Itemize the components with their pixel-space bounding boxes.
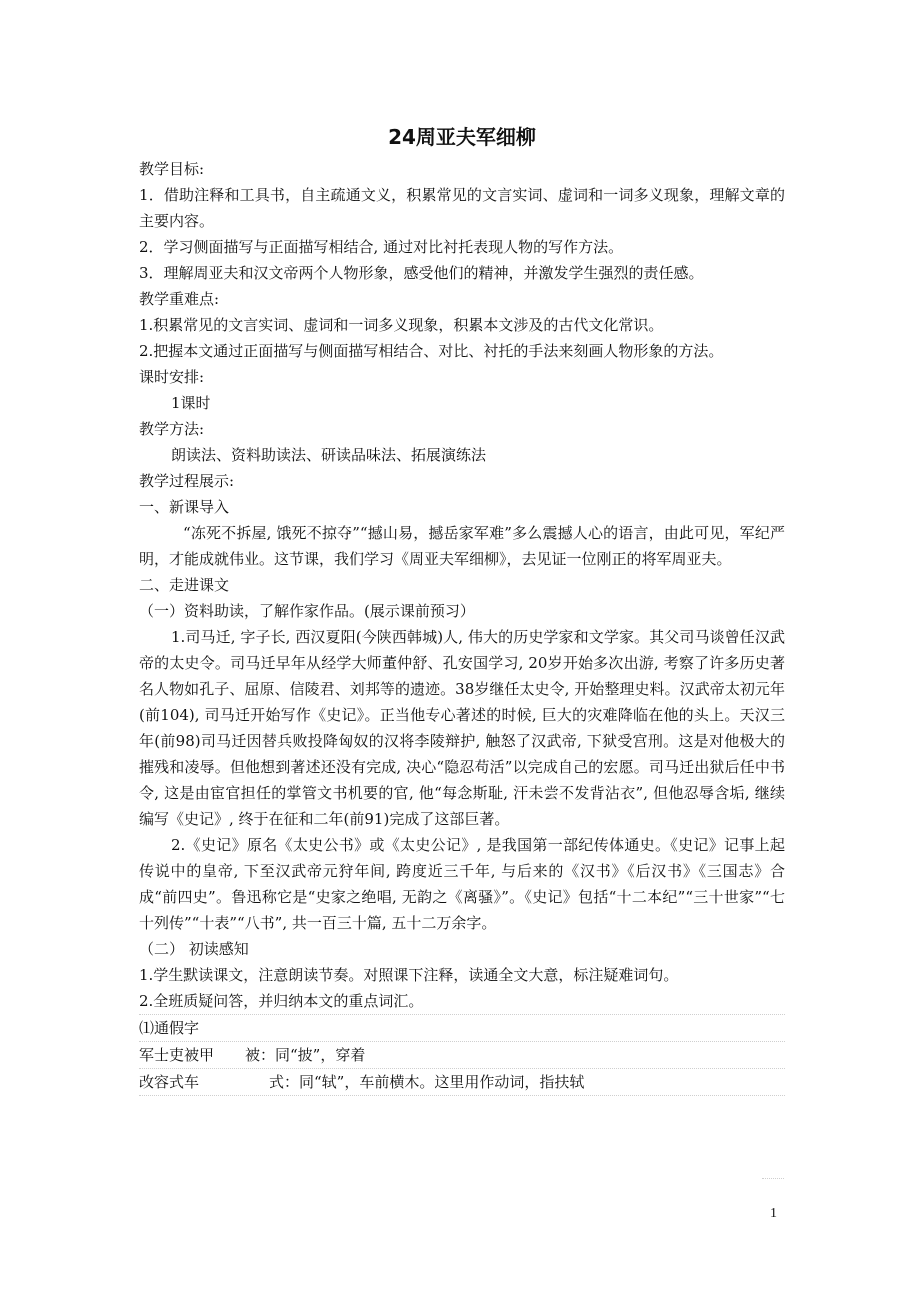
schedule-heading: 课时安排: bbox=[139, 368, 205, 386]
key-points-heading: 教学重难点: bbox=[139, 290, 220, 308]
section1-heading: 一、新课导入 bbox=[139, 498, 230, 516]
table-rule bbox=[762, 1178, 784, 1179]
objectives-heading: 教学目标: bbox=[139, 160, 205, 178]
vocab-note: 式：同“轼”，车前横木。这里用作动词，指扶轼 bbox=[269, 1073, 585, 1091]
methods-value: 朗读法、资料助读法、研读品味法、拓展演练法 bbox=[171, 446, 487, 464]
vocab-heading-row bbox=[139, 1014, 785, 1042]
page-number: 1 bbox=[770, 1206, 777, 1221]
section2-sub2: （二） 初读感知 bbox=[139, 940, 249, 958]
vocab-word: 改容式车 bbox=[139, 1073, 200, 1091]
reading-item: 2.全班质疑问答，并归纳本文的重点词汇。 bbox=[139, 992, 424, 1010]
vocab-heading: ⑴通假字 bbox=[139, 1019, 200, 1037]
section2-heading: 二、走进课文 bbox=[139, 576, 230, 594]
methods-heading: 教学方法: bbox=[139, 420, 205, 438]
document-body bbox=[139, 122, 785, 1096]
objective-item: 2．学习侧面描写与正面描写相结合, 通过对比衬托表现人物的写作方法。 bbox=[139, 238, 624, 256]
vocab-row bbox=[139, 1042, 785, 1069]
vocab-word: 军士吏被甲 bbox=[139, 1046, 215, 1064]
vocab-row bbox=[139, 1069, 785, 1096]
key-point-item: 2.把握本文通过正面描写与侧面描写相结合、对比、衬托的手法来刻画人物形象的方法。 bbox=[139, 342, 724, 360]
objective-item: 1．借助注释和工具书，自主疏通文义，积累常见的文言实词、虚词和一词多义现象，理解文章的主要内容。 bbox=[139, 186, 785, 230]
section1-text: “冻死不拆屋, 饿死不掠夺”“撼山易，撼岳家军难”多么震撼人心的语言，由此可见，军纪严明，才能成就伟业。这节课，我们学习《周亚夫军细柳》，去见证一位刚正的将军周亚夫。 bbox=[139, 524, 785, 568]
objective-item: 3．理解周亚夫和汉文帝两个人物形象，感受他们的精神，并激发学生强烈的责任感。 bbox=[139, 264, 704, 282]
author-paragraph: 1.司马迁, 字子长, 西汉夏阳(今陕西韩城)人, 伟大的历史学家和文学家。其父司马谈曾任汉武帝的太史令。司马迁早年从经学大师董仲舒、孔安国学习, 20岁开始多次出游, 考察了许多历史著名人物如孔子、屈原、信陵君、刘邦等的遗迹。38岁继任太史令, 开始整理史料。汉武帝太初元年(前104), 司马迁开始写作《史记》。正当他专心著述的时候, 巨大的灾难降临在他的头上。天汉三年(前98)司马迁因替兵败投降匈奴的汉将李陵辩护, 触怒了汉武帝, 下狱受宫刑。这是对他极大的摧残和凌辱。但他想到著述还没有完成, 决心“隐忍苟活”以完成自己的宏愿。司马迁出狱后任中书令, 这是由宦官担任的掌管文书机要的官, 他“每念斯耻, 汗未尝不发背沾衣”, 但他忍辱含垢, 继续编写《史记》, 终于在征和二年(前91)完成了这部巨著。 bbox=[139, 628, 785, 828]
section2-sub1: （一）资料助读，了解作家作品。(展示课前预习） bbox=[139, 602, 475, 620]
process-heading: 教学过程展示: bbox=[139, 472, 235, 490]
shiji-paragraph: 2.《史记》原名《太史公书》或《太史公记》, 是我国第一部纪传体通史。《史记》记事上起传说中的皇帝, 下至汉武帝元狩年间, 跨度近三千年, 与后来的《汉书》《后汉书》《三国志》合成“前四史”。鲁迅称它是“史家之绝唱, 无韵之《离骚》”。《史记》包括“十二本纪”“三十世家”“七十列传”“十表”“八书”, 共一百三十篇, 五十二万余字。 bbox=[139, 836, 785, 932]
key-point-item: 1.积累常见的文言实词、虚词和一词多义现象，积累本文涉及的古代文化常识。 bbox=[139, 316, 664, 334]
schedule-value: 1课时 bbox=[171, 394, 211, 412]
page-title: 24周亚夫军细柳 bbox=[388, 125, 536, 149]
vocab-note: 被：同“披”，穿着 bbox=[245, 1046, 366, 1064]
reading-item: 1.学生默读课文，注意朗读节奏。对照课下注释，读通全文大意，标注疑难词句。 bbox=[139, 966, 679, 984]
